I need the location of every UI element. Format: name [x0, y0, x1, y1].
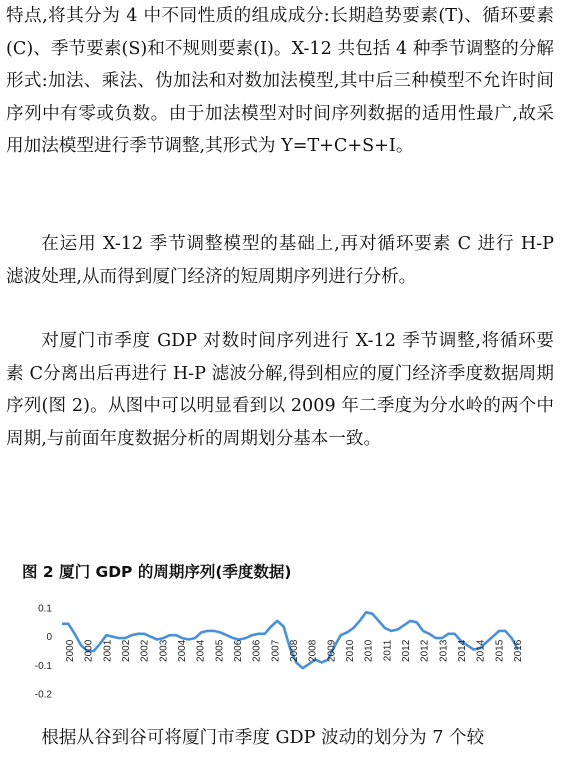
x-tick-label: 2012: [401, 639, 412, 662]
gdp-cycle-line-chart: [0, 592, 562, 710]
x-tick-label: 2008: [307, 639, 319, 662]
x-tick-label: 2010: [363, 639, 375, 662]
y-tick-label: -0.1: [34, 660, 52, 672]
paragraph-3: 对厦门市季度 GDP 对数时间序列进行 X-12 季节调整,将循环要素 C分离出后再进行 H-P 滤波分解,得到相应的厦门经济季度数据周期序列(图 2)。从图中可以明显看到以 2009 年二季度为分水岭的两个中周期,与前面年度数据分析的周期划分基本一致。: [6, 331, 554, 449]
x-tick-label: 2003: [158, 639, 170, 662]
x-tick-label: 2004: [177, 639, 188, 662]
y-axis-ticks: [35, 604, 53, 701]
x-tick-label: 2013: [438, 639, 450, 662]
x-tick-label: 2004: [195, 639, 207, 662]
x-tick-label: 2000: [65, 639, 76, 662]
x-tick-label: 2008: [289, 639, 300, 662]
x-tick-label: 2001: [102, 639, 114, 662]
x-tick-label: 2002: [139, 639, 151, 662]
x-tick-label: 2014: [475, 639, 487, 662]
x-tick-label: 2016: [513, 639, 524, 662]
paragraph-4: 根据从谷到谷可将厦门市季度 GDP 波动的划分为 7 个较: [41, 728, 485, 748]
x-tick-label: 2007: [270, 639, 282, 662]
paragraph-2: 在运用 X-12 季节调整模型的基础上,再对循环要素 C 进行 H-P 滤波处理,从而得到厦门经济的短周期序列进行分析。: [6, 234, 554, 287]
x-tick-label: 2005: [214, 639, 226, 662]
y-tick-label: -0.2: [34, 689, 52, 701]
x-tick-label: 2014: [457, 639, 468, 662]
x-tick-label: 2000: [83, 639, 95, 662]
x-tick-label: 2009: [326, 639, 338, 662]
x-tick-label: 2006: [251, 639, 263, 662]
x-tick-label: 2012: [419, 639, 431, 662]
y-tick-label: 0.1: [38, 603, 52, 615]
figure-caption: 图 2 厦门 GDP 的周期序列(季度数据): [22, 563, 292, 581]
x-tick-label: 2011: [382, 639, 394, 662]
y-tick-label: 0: [46, 632, 52, 644]
x-tick-label: 2006: [233, 639, 244, 662]
x-tick-label: 2002: [121, 639, 132, 662]
paragraph-1: 特点,将其分为 4 中不同性质的组成成分:长期趋势要素(T)、循环要素(C)、季节要素(S)和不规则要素(I)。X-12 共包括 4 种季节调整的分解形式:加法、乘法、伪加法和对数加法模型,其中后三种模型不允许时间序列中有零或负数。由于加法模型对时间序列数据的适用性最广,故采用加法模型进行季节调整,其形式为 Y=T+C+S+I。: [6, 6, 554, 156]
x-tick-label: 2015: [494, 639, 506, 662]
x-axis-ticks: [65, 639, 524, 662]
x-tick-label: 2010: [345, 639, 356, 662]
